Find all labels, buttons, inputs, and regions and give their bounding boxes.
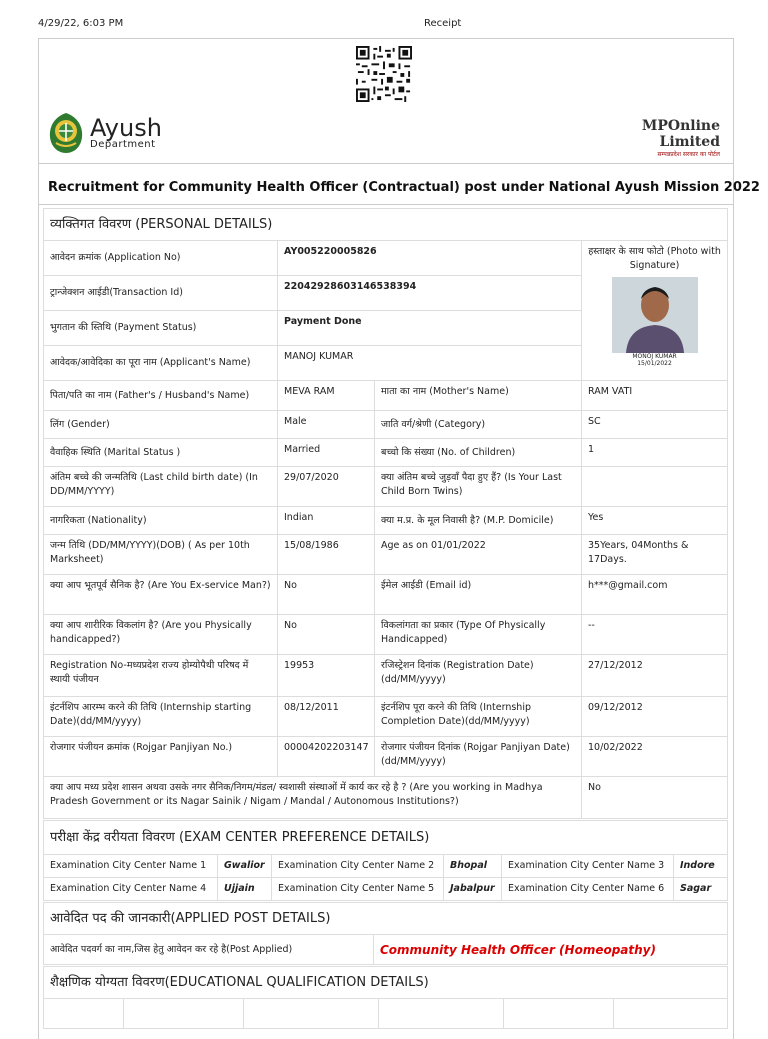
exam-label-1: Examination City Center Name 1: [44, 855, 218, 878]
edu-cell: [124, 999, 244, 1029]
regdate-value: 27/12/2012: [582, 655, 728, 697]
post-heading: आवेदित पद की जानकारी(APPLIED POST DETAILS): [44, 903, 728, 935]
photo-cell: [582, 241, 728, 381]
children-label: बच्चो कि संख्या (No. of Children): [375, 439, 582, 467]
edu-cell: [379, 999, 504, 1029]
exam-city-6: Sagar: [674, 878, 728, 901]
applied-post-table: [43, 902, 728, 965]
edu-cell: [504, 999, 614, 1029]
mother-label: माता का नाम (Mother's Name): [375, 381, 582, 411]
twins-label: क्या अंतिम बच्चे जुड़वाँ पैदा हुए हैं? (Is Your Last Child Born Twins): [375, 467, 582, 507]
rojgar-date-label: रोजगार पंजीयन दिनांक (Rojgar Panjiyan Date)(dd/MM/yyyy): [375, 737, 582, 777]
header-divider: [38, 163, 734, 164]
handicapped-value: No: [278, 615, 375, 655]
age-value: 35Years, 04Months & 17Days.: [582, 535, 728, 575]
gender-label: लिंग (Gender): [44, 411, 278, 439]
mponline-name: MPOnline Limited: [641, 118, 720, 150]
edu-heading: शैक्षणिक योग्यता विवरण(EDUCATIONAL QUALIFICATION DETAILS): [44, 967, 728, 999]
post-value: Community Health Officer (Homeopathy): [374, 935, 728, 965]
dob-label: जन्म तिथि (DD/MM/YYYY)(DOB) ( As per 10th Marksheet): [44, 535, 278, 575]
marital-label: वैवाहिक स्थिति (Marital Status ): [44, 439, 278, 467]
nationality-label: नागरिकता (Nationality): [44, 507, 278, 535]
exam-city-3: Indore: [674, 855, 728, 878]
email-value: h***@gmail.com: [582, 575, 728, 615]
handicapped-label: क्या आप शारीरिक विकलांग है? (Are you Physically handicapped?): [44, 615, 278, 655]
payment-status: Payment Done: [278, 311, 582, 346]
print-title: Receipt: [424, 18, 462, 29]
exserv-label: क्या आप भूतपूर्व सैनिक है? (Are You Ex-service Man?): [44, 575, 278, 615]
lastchild-label: अंतिम बच्चे की जन्मतिथि (Last child birth date) (In DD/MM/YYYY): [44, 467, 278, 507]
mp-gov-value: No: [582, 777, 728, 819]
applicant-photo: [612, 277, 698, 353]
title-divider: [38, 204, 734, 205]
regno-label: Registration No-मध्यप्रदेश राज्य होम्योपैथी परिषद में स्थायी पंजीयन: [44, 655, 278, 697]
edu-cell: [244, 999, 379, 1029]
exam-city-4: Ujjain: [218, 878, 272, 901]
domicile-value: Yes: [582, 507, 728, 535]
exam-heading: परीक्षा केंद्र वरीयता विवरण (EXAM CENTER PREFERENCE DETAILS): [44, 821, 728, 855]
app-no-value: AY005220005826: [278, 241, 582, 276]
internship-end-label: इंटर्नशिप पूरा करने की तिथि (Internship Completion Date)(dd/MM/yyyy): [375, 697, 582, 737]
internship-start-label: इंटर्नशिप आरम्भ करने की तिथि (Internship starting Date)(dd/MM/yyyy): [44, 697, 278, 737]
exam-label-2: Examination City Center Name 2: [272, 855, 444, 878]
page-title: Recruitment for Community Health Officer (Contractual) post under National Ayush Mission 2022: [48, 180, 760, 195]
gender-value: Male: [278, 411, 375, 439]
payment-label: भुगतान की स्तिथि (Payment Status): [44, 311, 278, 346]
mother-value: RAM VATI: [582, 381, 728, 411]
exam-city-1: Gwalior: [218, 855, 272, 878]
ayush-name: Ayush: [90, 113, 162, 142]
exam-label-3: Examination City Center Name 3: [502, 855, 674, 878]
dob-value: 15/08/1986: [278, 535, 375, 575]
exam-label-6: Examination City Center Name 6: [502, 878, 674, 901]
regno-value: 19953: [278, 655, 375, 697]
regdate-label: रजिस्ट्रेशन दिनांक (Registration Date) (dd/MM/yyyy): [375, 655, 582, 697]
exam-label-5: Examination City Center Name 5: [272, 878, 444, 901]
internship-start-value: 08/12/2011: [278, 697, 375, 737]
education-table: [43, 966, 728, 1029]
photo-date: 15/01/2022: [637, 360, 672, 367]
rojgar-date-value: 10/02/2022: [582, 737, 728, 777]
twins-value: [582, 467, 728, 507]
category-label: जाति वर्ग/श्रेणी (Category): [375, 411, 582, 439]
lastchild-value: 29/07/2020: [278, 467, 375, 507]
exam-city-5: Jabalpur: [444, 878, 502, 901]
father-value: MEVA RAM: [278, 381, 375, 411]
handicap-type-value: --: [582, 615, 728, 655]
exserv-value: No: [278, 575, 375, 615]
nationality-value: Indian: [278, 507, 375, 535]
rojgar-value: 00004202203147: [278, 737, 375, 777]
mponline-tagline: सम्पन्नप्रदेश सरकार का पोर्टल: [657, 151, 720, 158]
photo-label: हस्ताक्षर के साथ फोटो (Photo with Signature): [588, 246, 721, 271]
edu-cell: [614, 999, 728, 1029]
exam-label-4: Examination City Center Name 4: [44, 878, 218, 901]
print-datetime: 4/29/22, 6:03 PM: [38, 18, 124, 29]
app-no-label: आवेदन क्रमांक (Application No): [44, 241, 278, 276]
exam-center-table: [43, 820, 728, 901]
age-label: Age as on 01/01/2022: [375, 535, 582, 575]
ayush-logo: [46, 110, 162, 156]
marital-value: Married: [278, 439, 375, 467]
name-label: आवेदक/आवेदिका का पूरा नाम (Applicant's Name): [44, 346, 278, 381]
internship-end-value: 09/12/2012: [582, 697, 728, 737]
mp-gov-label: क्या आप मध्य प्रदेश शासन अथवा उसके नगर सैनिक/निगम/मंडल/ स्वशासी संस्थाओं में कार्य कर रहे है ? (Are you working in Madhya Pradesh Government or its Nagar Sainik / Nigam / Mandal / Autonomous Institutions?): [44, 777, 582, 819]
children-value: 1: [582, 439, 728, 467]
edu-cell: [44, 999, 124, 1029]
domicile-label: क्या म.प्र. के मूल निवासी है? (M.P. Domicile): [375, 507, 582, 535]
email-label: ईमेल आईडी (Email id): [375, 575, 582, 615]
rojgar-label: रोजगार पंजीयन क्रमांक (Rojgar Panjiyan No.): [44, 737, 278, 777]
ayush-emblem-icon: [46, 111, 86, 155]
name-value: MANOJ KUMAR: [278, 346, 582, 381]
category-value: SC: [582, 411, 728, 439]
post-label: आवेदित पदवर्ग का नाम,जिस हेतु आवेदन कर रहे है(Post Applied): [44, 935, 374, 965]
exam-city-2: Bhopal: [444, 855, 502, 878]
personal-heading: व्यक्तिगत विवरण (PERSONAL DETAILS): [44, 209, 728, 241]
applicant-portrait-icon: [612, 277, 698, 353]
txn-label: ट्रान्जेक्शन आईडी(Transaction Id): [44, 276, 278, 311]
photo-name: MONOJ KUMAR: [632, 353, 677, 360]
handicap-type-label: विकलांगता का प्रकार (Type Of Physically Handicapped): [375, 615, 582, 655]
mponline-logo: [580, 118, 720, 158]
qr-code: [356, 45, 412, 103]
ayush-dept: Department: [90, 138, 156, 150]
txn-value: 22042928603146538394: [278, 276, 582, 311]
personal-details-table: [43, 208, 728, 819]
father-label: पिता/पति का नाम (Father's / Husband's Name): [44, 381, 278, 411]
